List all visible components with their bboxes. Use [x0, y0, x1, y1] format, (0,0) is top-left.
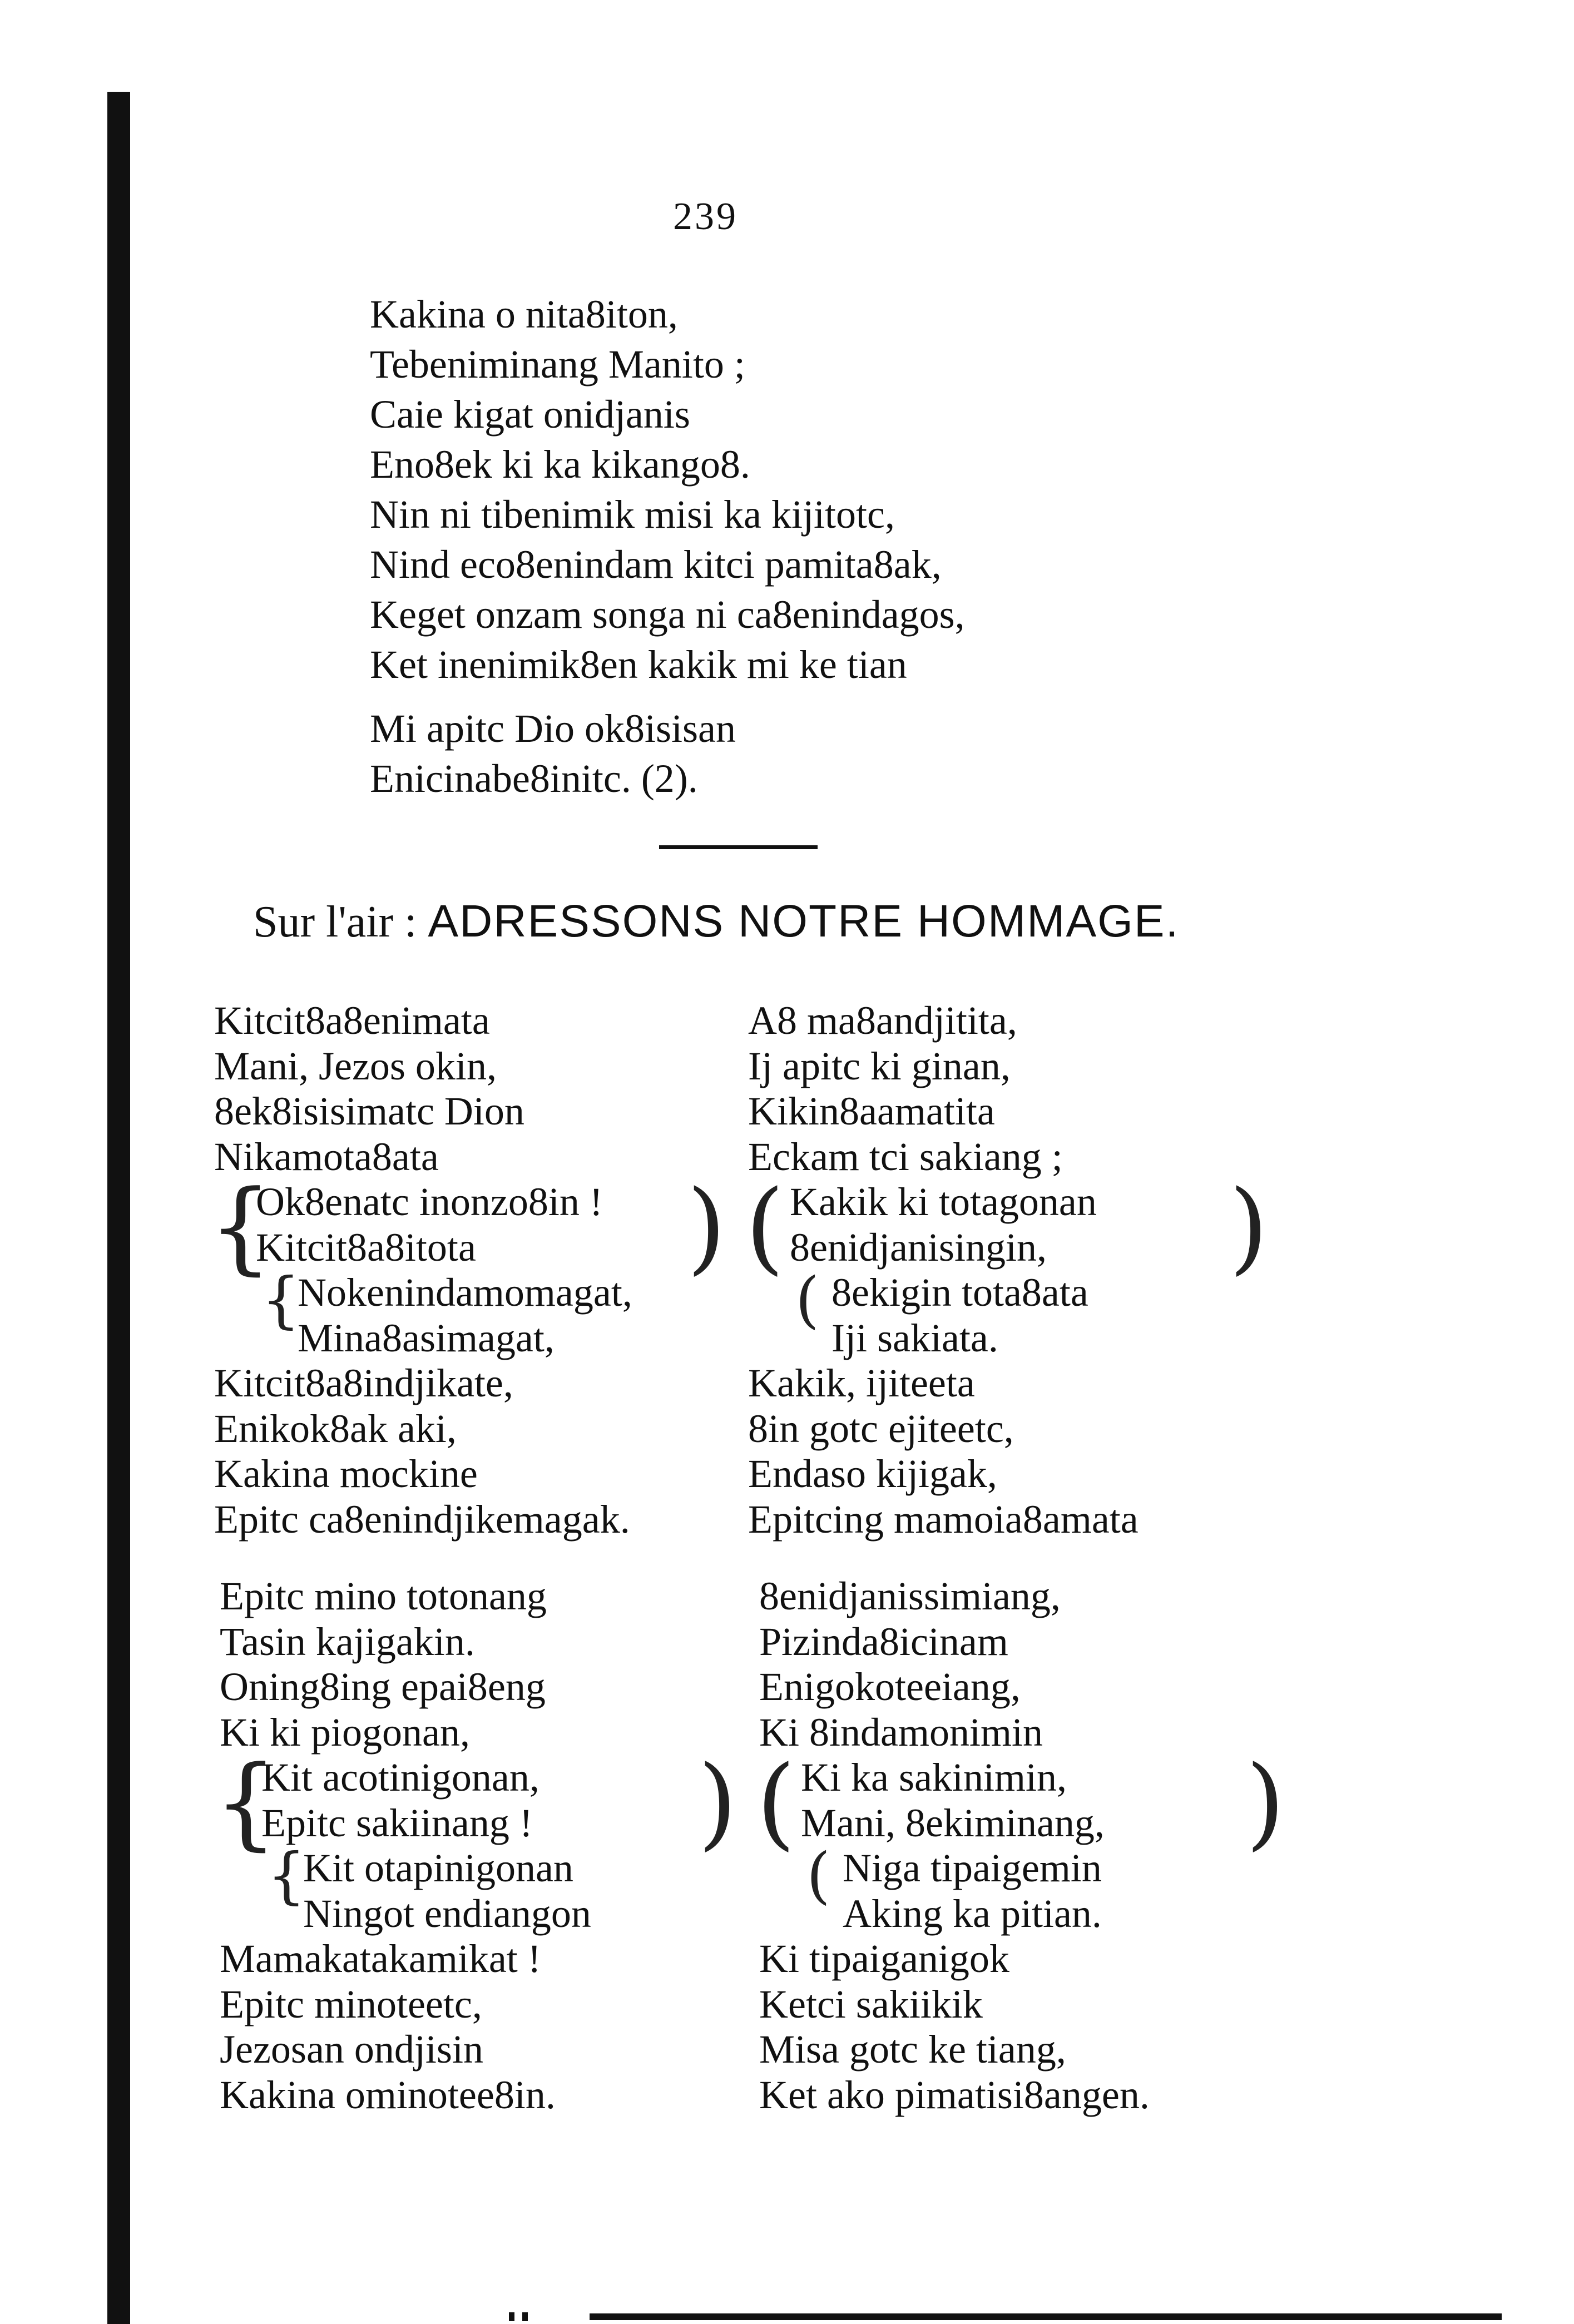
refrain-right-bracket: ) — [1246, 1745, 1285, 1861]
verse-line: Ki tipaiganigok — [759, 1936, 1009, 1981]
page-edge-shadow — [107, 92, 130, 2324]
verse-line: 8ekigin tota8ata — [831, 1270, 1088, 1315]
verse-line: Ki 8indamonimin — [759, 1709, 1043, 1755]
verse-line: 8enidjanissimiang, — [759, 1574, 1061, 1618]
verse-line: Ki ki piogonan, — [220, 1709, 470, 1755]
verse-line: Aking ka pitian. — [843, 1891, 1102, 1936]
verse-line: Nind eco8enindam kitci pamita8ak, — [370, 542, 942, 587]
refrain-left-brace: { — [267, 1840, 306, 1911]
verse-line: Epitc sakiinang ! — [261, 1800, 533, 1845]
refrain-left-brace: ( — [806, 1840, 830, 1911]
refrain-left-brace: { — [214, 1745, 278, 1861]
verse-line: 8in gotc ejiteetc, — [748, 1406, 1014, 1451]
bottom-edge-rule — [590, 2313, 1502, 2320]
refrain-left-brace: ( — [795, 1264, 819, 1335]
verse-line: Kakik ki totagonan — [790, 1180, 1097, 1224]
refrain-left-brace: { — [209, 1169, 273, 1285]
verse-line: Nin ni tibenimik misi ka kijitotc, — [370, 492, 895, 537]
page-number: 239 — [673, 195, 738, 238]
verse-line: Enicinabe8initc. (2). — [370, 756, 698, 801]
verse-line: Kakina o nita8iton, — [370, 292, 678, 336]
verse-line: A8 ma8andjitita, — [748, 998, 1017, 1043]
stanza-c — [370, 703, 736, 804]
verse-line: Epitcing mamoia8amata — [748, 1497, 1139, 1542]
bottom-edge-marks — [509, 2312, 542, 2321]
verse-line: Kakik, ijiteeta — [748, 1361, 975, 1405]
verse-line: Eno8ek ki ka kikango8. — [370, 442, 750, 487]
refrain-right-bracket: ) — [687, 1169, 726, 1285]
verse-line: Mamakatakamikat ! — [220, 1936, 541, 1981]
verse-line: Ij apitc ki ginan, — [748, 1043, 1011, 1088]
stanza-b — [370, 489, 965, 690]
verse-line: Epitc minoteetc, — [220, 1981, 482, 2026]
verse-line: Kitcit8a8enimata — [214, 998, 490, 1043]
verse-line: Misa gotc ke tiang, — [759, 2027, 1066, 2072]
air-prefix: Sur l'air : — [253, 898, 417, 947]
air-tune-title: ADRESSONS NOTRE HOMMAGE. — [428, 896, 1180, 947]
verse-line: Kikin8aamatita — [748, 1089, 995, 1133]
verse-line: Enikok8ak aki, — [214, 1406, 457, 1451]
verse-line: Kit acotinigonan, — [261, 1755, 539, 1800]
section-divider — [659, 845, 818, 849]
verse-line: Kitcit8a8indjikate, — [214, 1361, 513, 1405]
verse-line: Epitc mino totonang — [220, 1574, 547, 1618]
verse-line: Ket inenimik8en kakik mi ke tian — [370, 642, 907, 687]
verse-line: Tasin kajigakin. — [220, 1619, 475, 1664]
stanza-a — [370, 289, 750, 489]
verse-line: Endaso kijigak, — [748, 1451, 997, 1496]
verse-line: Ok8enatc inonzo8in ! — [256, 1180, 603, 1224]
verse-line: Ningot endiangon — [303, 1891, 591, 1936]
verse-line: Niga tipaigemin — [843, 1846, 1102, 1890]
verse-line: Nokenindamomagat, — [298, 1270, 632, 1315]
refrain-right-bracket: ) — [698, 1745, 737, 1861]
refrain-right-bracket: ) — [1229, 1169, 1269, 1285]
verse-line: Keget onzam songa ni ca8enindagos, — [370, 592, 965, 637]
verse-line: Iji sakiata. — [831, 1315, 998, 1360]
verse-line: Mani, Jezos okin, — [214, 1043, 497, 1088]
verse-line: Mi apitc Dio ok8isisan — [370, 706, 736, 751]
verse-line: Ki ka sakinimin, — [801, 1755, 1067, 1800]
refrain-left-brace: ( — [756, 1745, 796, 1861]
verse-line: Caie kigat onidjanis — [370, 392, 690, 437]
verse-line: Epitc ca8enindjikemagak. — [214, 1497, 630, 1542]
verse-line: Enigokoteeiang, — [759, 1664, 1021, 1709]
verse-line: Mina8asimagat, — [298, 1315, 555, 1360]
verse-line: Ket ako pimatisi8angen. — [759, 2072, 1150, 2117]
verse-line: Pizinda8icinam — [759, 1619, 1008, 1664]
verse-line: Kit otapinigonan — [303, 1846, 573, 1890]
verse-line: Kakina ominotee8in. — [220, 2072, 556, 2117]
verse-line: Nikamota8ata — [214, 1134, 439, 1179]
verse-line: 8ek8isisimatc Dion — [214, 1089, 524, 1133]
verse-line: 8enidjanisingin, — [790, 1225, 1047, 1270]
verse-line: Kakina mockine — [214, 1451, 478, 1496]
refrain-left-brace: ( — [745, 1169, 785, 1285]
verse-line: Oning8ing epai8eng — [220, 1664, 546, 1709]
verse-line: Tebeniminang Manito ; — [370, 342, 745, 386]
verse-line: Jezosan ondjisin — [220, 2027, 483, 2072]
refrain-left-brace: { — [261, 1264, 300, 1335]
verse-line: Kitcit8a8itota — [256, 1225, 476, 1270]
verse-line: Ketci sakiikik — [759, 1981, 983, 2026]
verse-line: Mani, 8ekiminang, — [801, 1800, 1105, 1845]
verse-line: Eckam tci sakiang ; — [748, 1134, 1063, 1179]
air-heading — [253, 895, 1179, 948]
